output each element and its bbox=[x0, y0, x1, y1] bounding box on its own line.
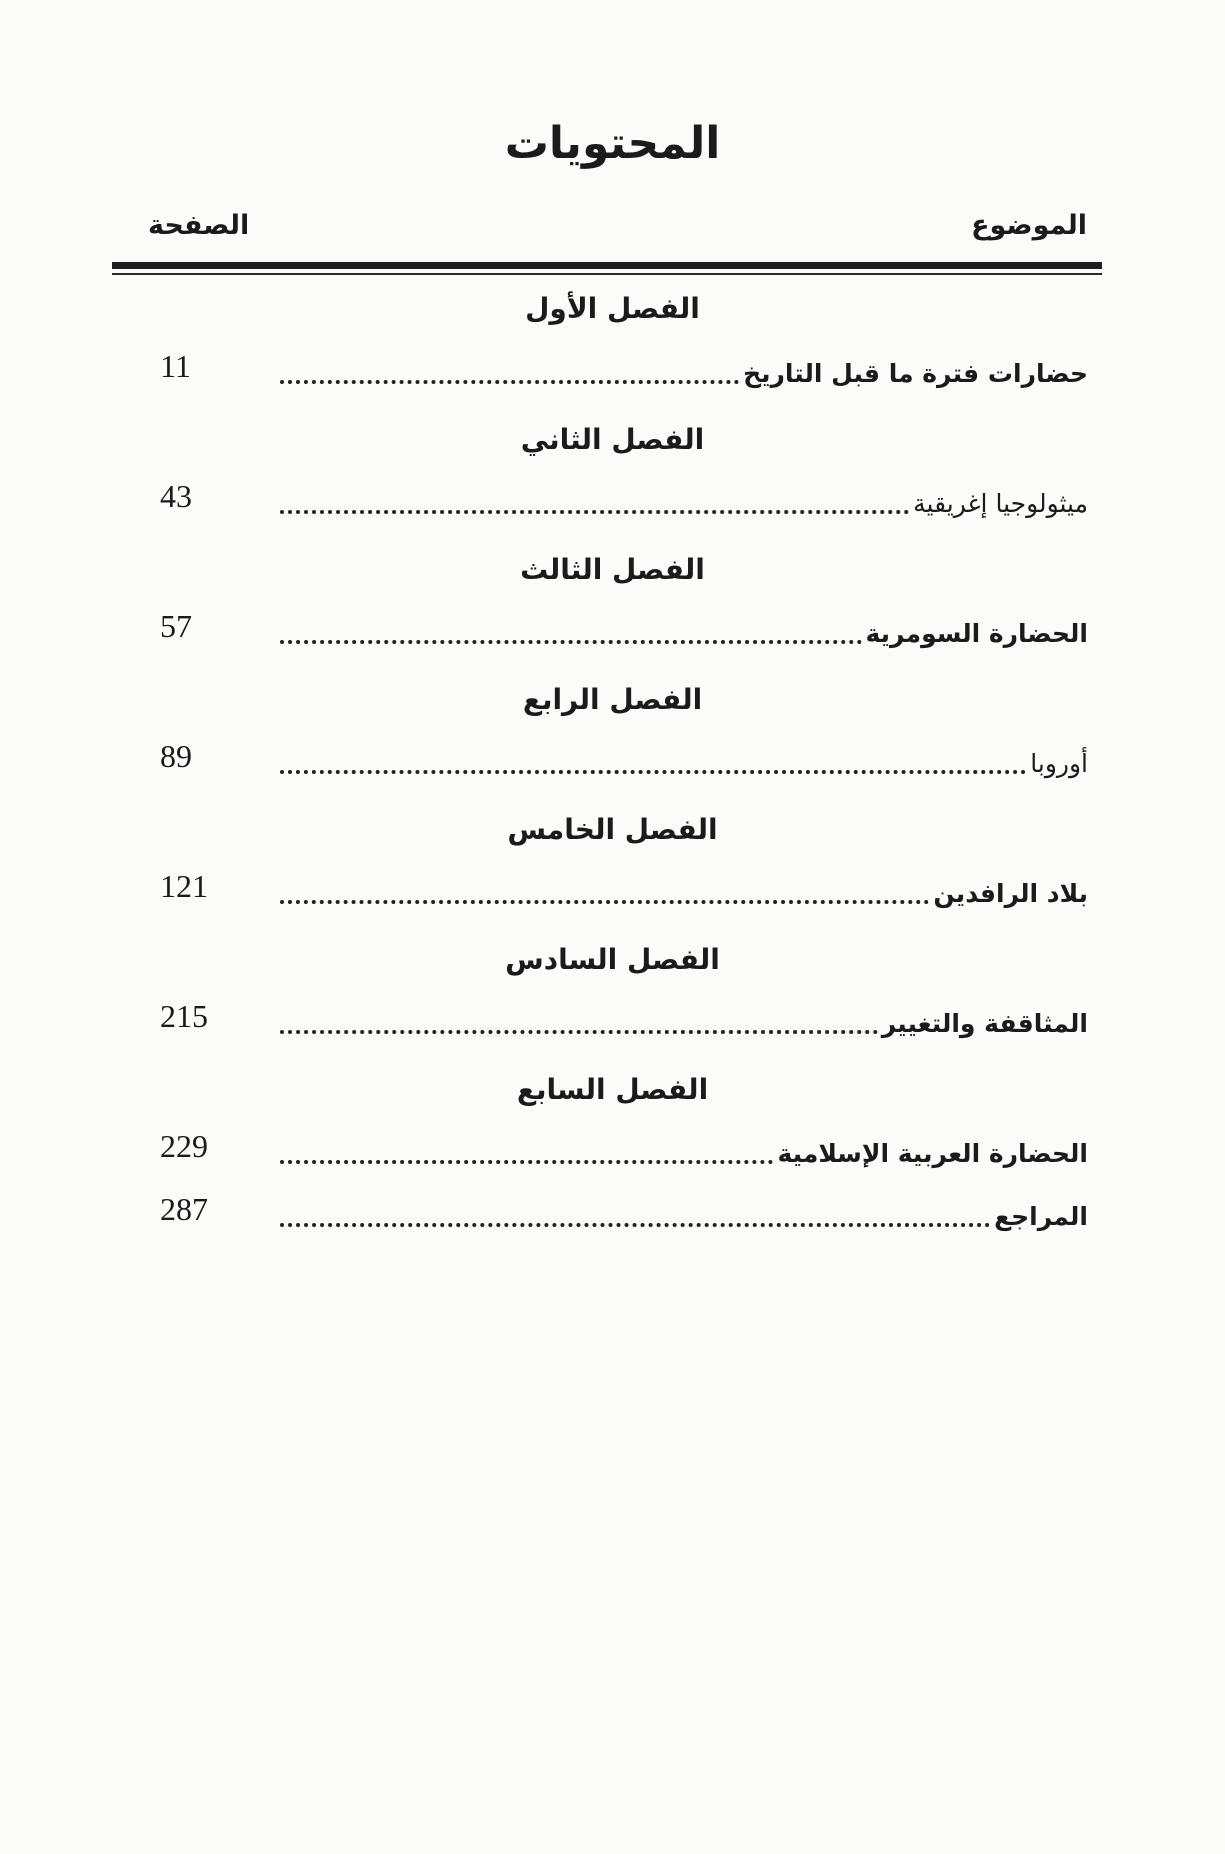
entry-title: بلاد الرافدين bbox=[933, 879, 1088, 908]
toc-entry-6 bbox=[160, 998, 1088, 1042]
header-rule bbox=[112, 262, 1102, 269]
page-number: 121 bbox=[160, 868, 208, 904]
dot-leader bbox=[280, 1223, 990, 1227]
page-title: المحتويات bbox=[504, 118, 721, 169]
chapter-heading-2: الفصل الثاني bbox=[520, 423, 705, 456]
page-number: 11 bbox=[160, 348, 191, 384]
entry-title: أوروبا bbox=[1030, 749, 1088, 778]
entry-title: الحضارة العربية الإسلامية bbox=[777, 1139, 1088, 1168]
chapter-heading-6: الفصل السادس bbox=[505, 943, 720, 976]
page-number: 229 bbox=[160, 1128, 208, 1164]
page-number: 57 bbox=[160, 608, 192, 644]
entry-title: حضارات فترة ما قبل التاريخ bbox=[743, 359, 1088, 388]
dot-leader bbox=[280, 510, 909, 514]
toc-entry-5 bbox=[160, 868, 1088, 912]
page-number: 287 bbox=[160, 1191, 208, 1227]
topic-column-header: الموضوع bbox=[971, 210, 1087, 241]
dot-leader bbox=[280, 900, 929, 904]
entry-title: المثاقفة والتغيير bbox=[881, 1009, 1088, 1038]
dot-leader bbox=[280, 640, 862, 644]
chapter-heading-7: الفصل السابع bbox=[516, 1073, 709, 1106]
toc-entry-1 bbox=[160, 348, 1088, 392]
header-rule-thin bbox=[112, 273, 1102, 275]
chapter-heading-1: الفصل الأول bbox=[525, 292, 700, 325]
page-number: 215 bbox=[160, 998, 208, 1034]
toc-entry-2 bbox=[160, 478, 1088, 522]
page-column-header: الصفحة bbox=[148, 210, 250, 241]
page-number: 43 bbox=[160, 478, 192, 514]
chapter-heading-3: الفصل الثالث bbox=[520, 553, 705, 586]
dot-leader bbox=[280, 770, 1026, 774]
dot-leader bbox=[280, 1030, 878, 1034]
page-number: 89 bbox=[160, 738, 192, 774]
entry-title: ميثولوجيا إغريقية bbox=[913, 489, 1088, 518]
chapter-heading-4: الفصل الرابع bbox=[522, 683, 703, 716]
dot-leader bbox=[280, 380, 739, 384]
dot-leader bbox=[280, 1160, 773, 1164]
entry-title: المراجع bbox=[994, 1202, 1088, 1231]
toc-entry-references bbox=[160, 1191, 1088, 1235]
toc-entry-3 bbox=[160, 608, 1088, 652]
chapter-heading-5: الفصل الخامس bbox=[507, 813, 718, 846]
toc-entry-7 bbox=[160, 1128, 1088, 1172]
toc-entry-4 bbox=[160, 738, 1088, 782]
entry-title: الحضارة السومرية bbox=[865, 619, 1088, 648]
